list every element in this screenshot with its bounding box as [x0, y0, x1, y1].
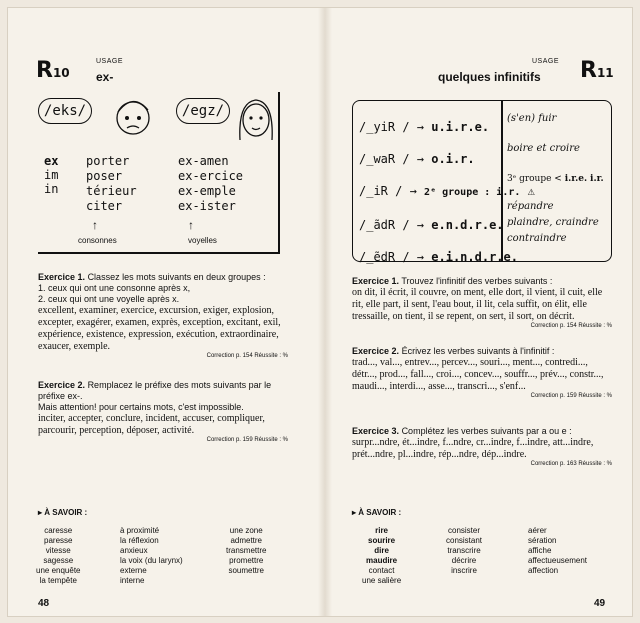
example: i.r.e. [564, 174, 588, 184]
prefix: in [44, 182, 59, 196]
prefix: im [44, 168, 59, 182]
exercise-title: Exercice 2. [352, 346, 400, 356]
ending: 2ᵉ groupe : i.r. [424, 187, 521, 198]
page-left [8, 8, 318, 616]
exercise-words: trad..., val..., entrev..., percev..., souri..., ment..., contredi..., détr..., prod..., fall..., croi..., concev..., souffr..., prév..., constr..., maudi..., interdi..., asse..., transcri..., s'enf... [352, 357, 604, 392]
exercise-title: Exercice 2. [38, 380, 86, 390]
savoir-word: rire [375, 526, 389, 535]
savoir-word: une zone [229, 526, 263, 535]
consonant-words [86, 154, 137, 214]
vowel-words [178, 154, 243, 214]
boy-drawing [108, 92, 158, 142]
exercise-words: excellent, examiner, exercice, excursion, exiger, explosion, excepter, exagérer, examen, exprès, exception, excitant, exil, expérience, existence, expression, exécution, extraordinaire, exaucer, exemple. [38, 305, 281, 352]
savoir-word: contact [368, 566, 395, 575]
vowel-word: ex-amen [178, 154, 229, 168]
savoir-word: dire [374, 546, 389, 555]
savoir-word: caresse [44, 526, 73, 535]
rule-tag-left: R10 [36, 58, 70, 83]
a-savoir-heading: ▸ À SAVOIR : [38, 508, 88, 517]
label-consonnes: consonnes [78, 236, 117, 245]
savoir-word: sération [528, 536, 557, 545]
exercise-words: inciter, accepter, conclure, incident, accuser, compliquer, parcourir, perception, déposer, activité. [38, 413, 265, 436]
correction-ref: Correction p. 159 Réussite : % [530, 393, 612, 399]
exercise-note: Mais attention! pour certains mots, c'est impossible. [38, 402, 244, 412]
ending: e.n.d.r.e. [431, 218, 504, 232]
example: contraindre [507, 233, 567, 244]
savoir-word: paresse [44, 536, 73, 545]
savoir-word: à proximité [120, 526, 160, 535]
exercise-1-left [38, 272, 288, 359]
savoir-word: anxieux [120, 546, 148, 555]
savoir-word: transcrire [447, 546, 481, 555]
cons-word: poser [86, 169, 123, 183]
savoir-word: externe [120, 566, 147, 575]
savoir-word: affiche [528, 546, 552, 555]
savoir-word: consistant [446, 536, 483, 545]
exercise-title: Exercice 1. [352, 276, 400, 286]
savoir-word: admettre [230, 536, 263, 545]
bubble-eks: /eks/ [38, 98, 92, 124]
sound: /_iR / [359, 184, 403, 198]
warning-icon: ⚠ [527, 184, 535, 198]
exercise-instruction: Classez les mots suivants en deux groupes : [87, 272, 266, 282]
ending: o.i.r. [431, 152, 475, 166]
headword: quelques infinitifs [438, 70, 541, 84]
examples-column: (s'en) fuir boire et croire 3ᵉ groupe < i.r.e. i.r. répandre plaindre, craindre contraindre [507, 111, 604, 247]
savoir-word: affection [528, 566, 559, 575]
page-number-right: 49 [594, 598, 606, 609]
exercise-2-right [352, 346, 612, 399]
exercise-2-left [38, 380, 288, 443]
savoir-word: une enquête [36, 566, 81, 575]
example: i.r. [590, 174, 604, 184]
bubble-egz: /egz/ [176, 98, 230, 124]
savoir-word: la voix (du larynx) [120, 556, 183, 565]
savoir-word: la réflexion [120, 536, 159, 545]
savoir-word: sagesse [43, 556, 74, 565]
exercise-item: 1. ceux qui ont une consonne après x, [38, 283, 191, 293]
savoir-col-1 [362, 526, 401, 586]
usage-label: USAGE [96, 58, 124, 65]
savoir-word: transmettre [226, 546, 267, 555]
savoir-word: affectueusement [528, 556, 588, 565]
rule-tag-right: R11 [580, 58, 614, 83]
page-number-left: 48 [38, 598, 50, 609]
vowel-word: ex-ister [178, 199, 236, 213]
savoir-word: inscrire [451, 566, 477, 575]
headword: ex- [96, 70, 114, 84]
book-spread [8, 8, 632, 616]
exercise-title: Exercice 3. [352, 426, 400, 436]
exercise-words: surpr...ndre, ét...indre, f...ndre, cr...indre, f...indre, att...indre, prét...ndre, pl...indre, rép...ndre, dép...indre. [352, 437, 594, 460]
savoir-word: aérer [528, 526, 547, 535]
correction-ref: Correction p. 159 Réussite : % [206, 437, 288, 443]
exercise-instruction: Remplacez le préfixe des mots suivants par le préfixe ex-. [38, 380, 272, 401]
sound-column: /_yiR / → u.i.r.e. /_waR / → o.i.r. /_iR / → 2ᵉ groupe : i.r. ⚠ /_ãdR / → e.n.d.r.e. /_ẽdR / → e.i.n.d.r.e. [359, 120, 535, 264]
sound: /_yiR / [359, 120, 410, 134]
savoir-word: décrire [451, 556, 477, 565]
exercise-item: 2. ceux qui ont une voyelle après x. [38, 294, 180, 304]
savoir-col-2 [446, 526, 482, 576]
savoir-word: maudire [366, 556, 398, 565]
prefix-list [44, 154, 58, 196]
savoir-word: interne [120, 576, 145, 585]
savoir-word: la tempête [39, 576, 77, 585]
savoir-col-3 [226, 526, 266, 576]
cons-word: térieur [86, 184, 137, 198]
savoir-word: consister [448, 526, 481, 535]
savoir-word: une salière [362, 576, 402, 585]
cons-word: porter [86, 154, 130, 168]
example: boire et croire [507, 143, 580, 154]
correction-ref: Correction p. 163 Réussite : % [530, 461, 612, 467]
a-savoir-heading: ▸ À SAVOIR : [352, 508, 402, 517]
sound: /_waR / [359, 152, 410, 166]
ending: e.i.n.d.r.e. [431, 250, 518, 264]
savoir-word: soumettre [228, 566, 265, 575]
girl-drawing [234, 92, 278, 148]
cons-word: citer [86, 199, 123, 213]
arrow-up-icon: ↑ [92, 218, 98, 232]
correction-ref: Correction p. 154 Réussite : % [206, 353, 288, 359]
page-right [332, 8, 632, 616]
savoir-word: vitesse [45, 546, 71, 555]
usage-label: USAGE [532, 58, 560, 65]
example: plaindre, craindre [507, 217, 599, 228]
sound: /_ẽdR / [359, 250, 410, 264]
example: (s'en) fuir [507, 113, 557, 124]
correction-ref: Correction p. 154 Réussite : % [530, 323, 612, 329]
savoir-word: sourire [368, 536, 396, 545]
ending: u.i.r.e. [431, 120, 490, 134]
exercise-instruction: Trouvez l'infinitif des verbes suivants : [401, 276, 553, 286]
example: répandre [507, 201, 554, 212]
savoir-word: promettre [229, 556, 264, 565]
savoir-col-2 [120, 526, 183, 586]
sound: /_ãdR / [359, 218, 410, 232]
exercise-title: Exercice 1. [38, 272, 86, 282]
label-voyelles: voyelles [188, 236, 217, 245]
arrow-up-icon: ↑ [188, 218, 194, 232]
infinitive-table [352, 100, 612, 262]
exercise-words: on dit, il écrit, il couvre, on ment, elle dort, il vient, il cuit, elle rit, elle part, il sent, l'eau bout, il lit, cela suffit, on élit, elle tressaille, on tient, il se repent, on sert, il sort, on décrit. [352, 287, 603, 322]
exercise-instruction: Complétez les verbes suivants par a ou e : [401, 426, 572, 436]
savoir-col-3 [528, 526, 587, 576]
diagram-frame [38, 92, 280, 254]
exercise-instruction: Écrivez les verbes suivants à l'infinitif : [401, 346, 555, 356]
prefix: ex [44, 154, 59, 168]
exercise-3-right [352, 426, 612, 467]
savoir-col-1 [36, 526, 81, 586]
exercise-1-right [352, 276, 612, 329]
vowel-word: ex-ercice [178, 169, 244, 183]
gutter [318, 8, 332, 616]
vowel-word: ex-emple [178, 184, 236, 198]
example: 3ᵉ groupe [507, 174, 552, 184]
